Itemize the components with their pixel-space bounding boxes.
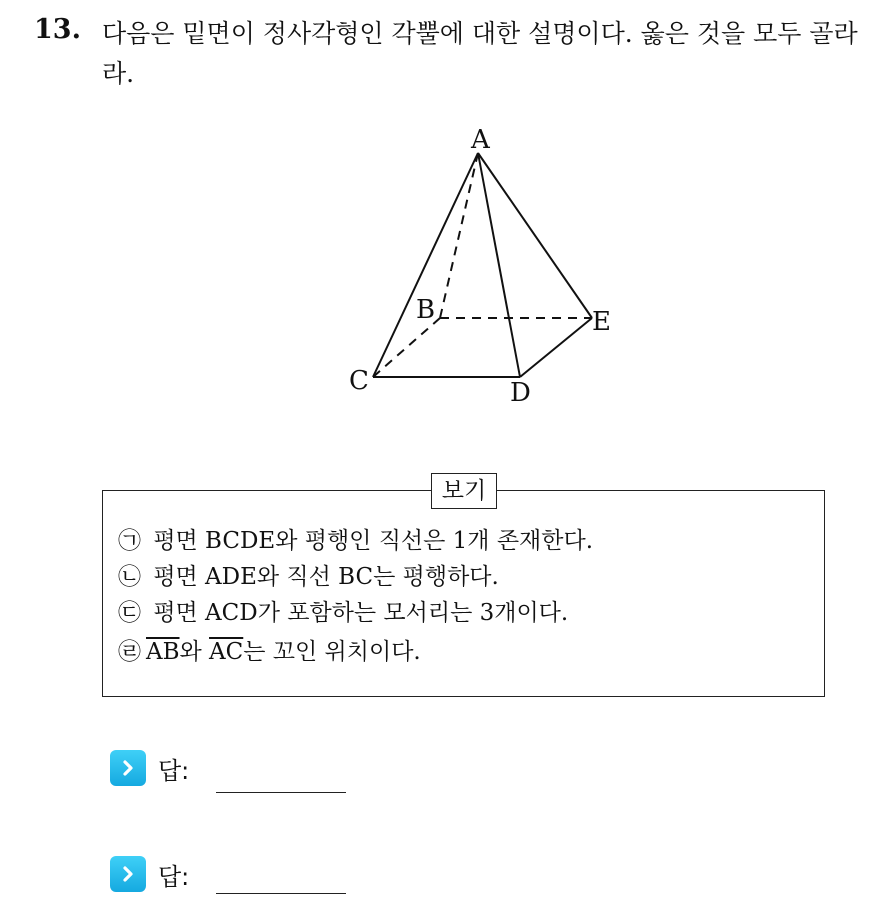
item-mark: ㉢ [118, 600, 141, 626]
segment-AB: $\overline{AB}$ [146, 639, 180, 665]
item-text-mid: 와 [179, 639, 210, 665]
bogi-item-4 [118, 636, 421, 668]
answer-row-2 [110, 855, 189, 893]
item-text: 평면 ADE와 직선 BC는 평행하다. [153, 564, 499, 590]
vertex-label-B: B [416, 295, 436, 325]
vertex-label-C: C [349, 366, 369, 396]
item-text: 는 꼬인 위치이다. [243, 639, 421, 665]
item-text: 평면 BCDE와 평행인 직선은 1개 존재한다. [153, 528, 594, 554]
bogi-item-1 [118, 525, 593, 557]
answer-input-1[interactable] [216, 792, 346, 793]
edge-AE [478, 153, 592, 318]
answer-input-2[interactable] [216, 893, 346, 894]
answer-row-1 [110, 749, 189, 787]
edge-AD [478, 153, 520, 377]
chevron-right-icon [110, 750, 146, 786]
vertex-label-D: D [510, 378, 531, 408]
question-number: 13. [34, 14, 81, 45]
item-mark: ㉡ [118, 564, 141, 590]
bogi-title: 보기 [431, 473, 497, 509]
question-text: 다음은 밑면이 정사각형인 각뿔에 대한 설명이다. 옳은 것을 모두 골라라. [102, 19, 858, 88]
vertex-label-E: E [592, 307, 611, 337]
bogi-item-3 [118, 597, 568, 629]
chevron-right-icon [110, 856, 146, 892]
bogi-item-2 [118, 561, 499, 593]
answer-label: 답: [158, 756, 190, 785]
item-mark: ㉠ [118, 528, 141, 554]
item-text: 평면 ACD가 포함하는 모서리는 3개이다. [153, 600, 569, 626]
edge-BC-hidden [373, 318, 440, 377]
answer-label: 답: [158, 862, 190, 891]
edge-AB-hidden [440, 153, 478, 318]
item-mark: ㉣ [118, 639, 141, 665]
edge-AC [373, 153, 478, 377]
vertex-label-A: A [471, 125, 490, 155]
edge-DE [520, 318, 592, 377]
segment-AC: $\overline{AC}$ [209, 639, 244, 665]
